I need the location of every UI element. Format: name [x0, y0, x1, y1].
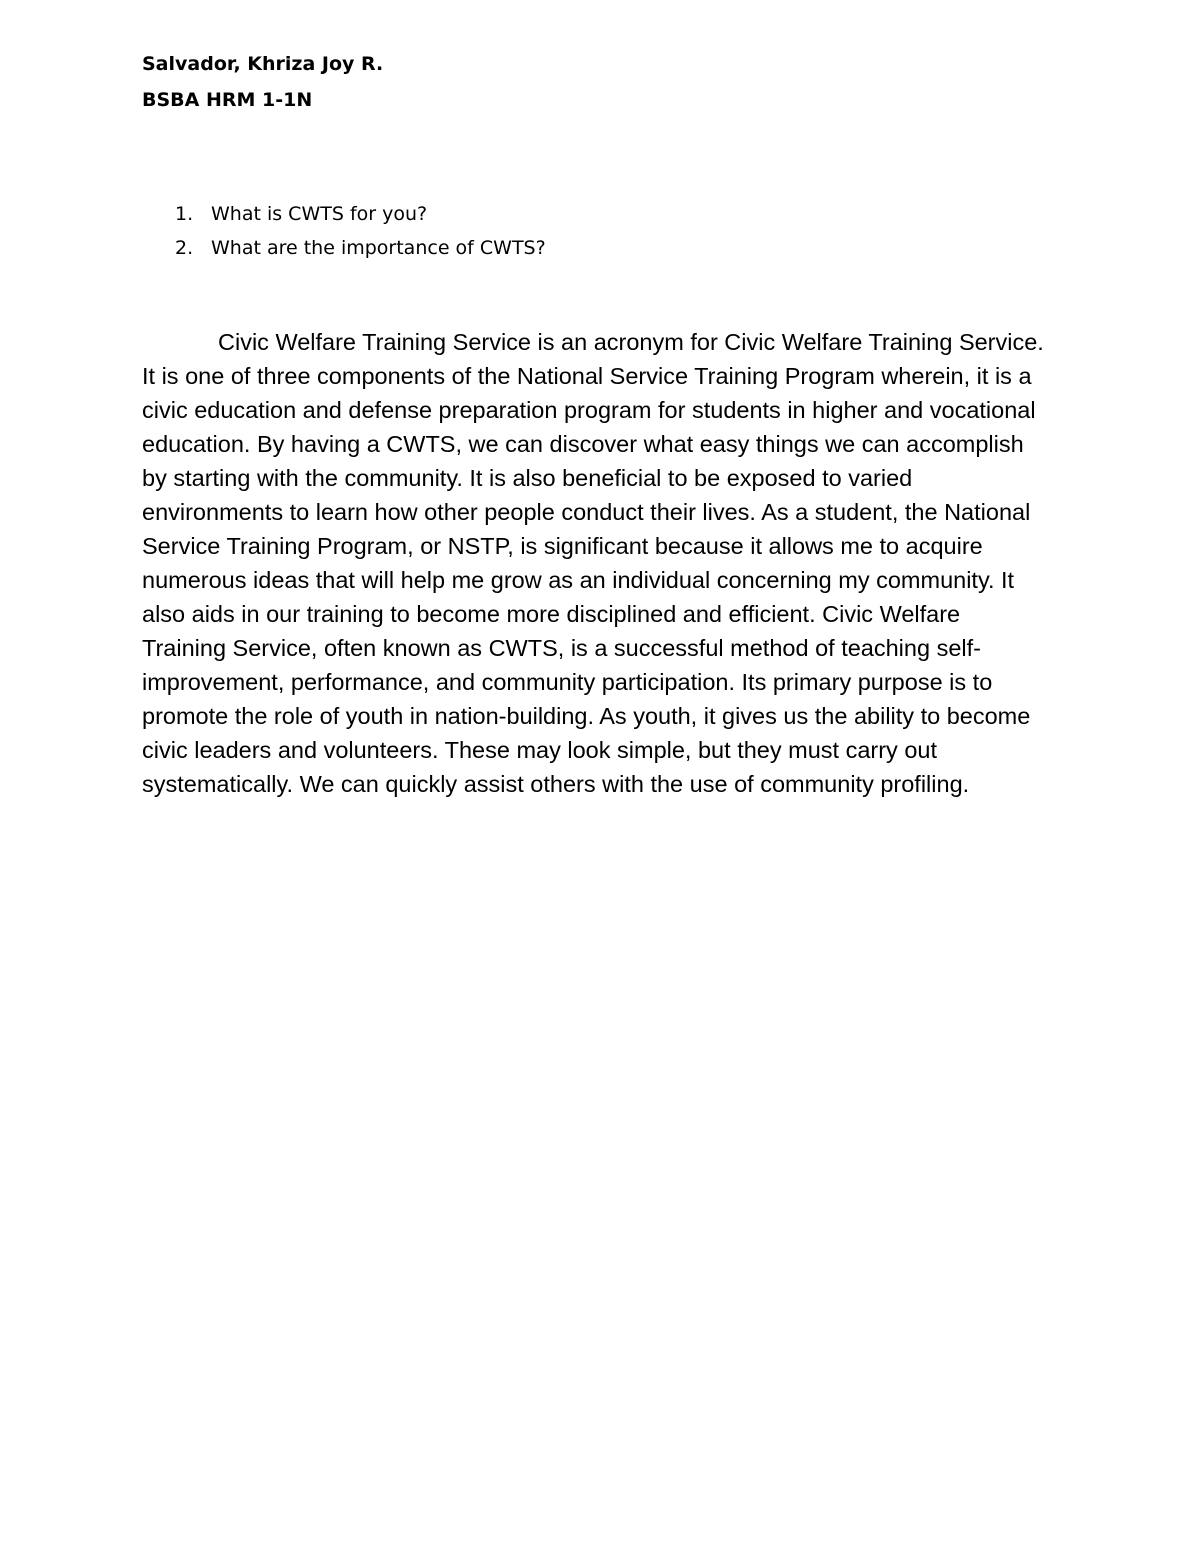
question-text: What is CWTS for you? [211, 203, 428, 225]
essay-paragraph: Civic Welfare Training Service is an acronym for Civic Welfare Training Service. It is one of three components of the National Service Training Program wherein, it is a civic education and defense preparation program for students in higher and vocational education. By having a CWTS, we can discover what easy things we can accomplish by starting with the community. It is also beneficial to be exposed to varied environments to learn how other people conduct their lives. As a student, the National Service Training Program, or NSTP, is significant because it allows me to acquire numerous ideas that will help me grow as an individual concerning my community. It also aids in our training to become more disciplined and efficient. Civic Welfare Training Service, often known as CWTS, is a successful method of teaching self-improvement, performance, and community participation. Its primary purpose is to promote the role of youth in nation-building. As youth, it gives us the ability to become civic leaders and volunteers. These may look simple, but they must carry out systematically. We can quickly assist others with the use of community profiling. [142, 329, 1044, 797]
question-number: 1. [175, 203, 194, 225]
question-item [175, 197, 546, 231]
student-name: Salvador, Khriza Joy R. [142, 53, 384, 75]
question-text: What are the importance of CWTS? [211, 237, 546, 259]
question-list [175, 197, 546, 265]
question-number: 2. [175, 237, 194, 259]
question-item [175, 231, 546, 265]
course-section: BSBA HRM 1-1N [142, 89, 313, 111]
